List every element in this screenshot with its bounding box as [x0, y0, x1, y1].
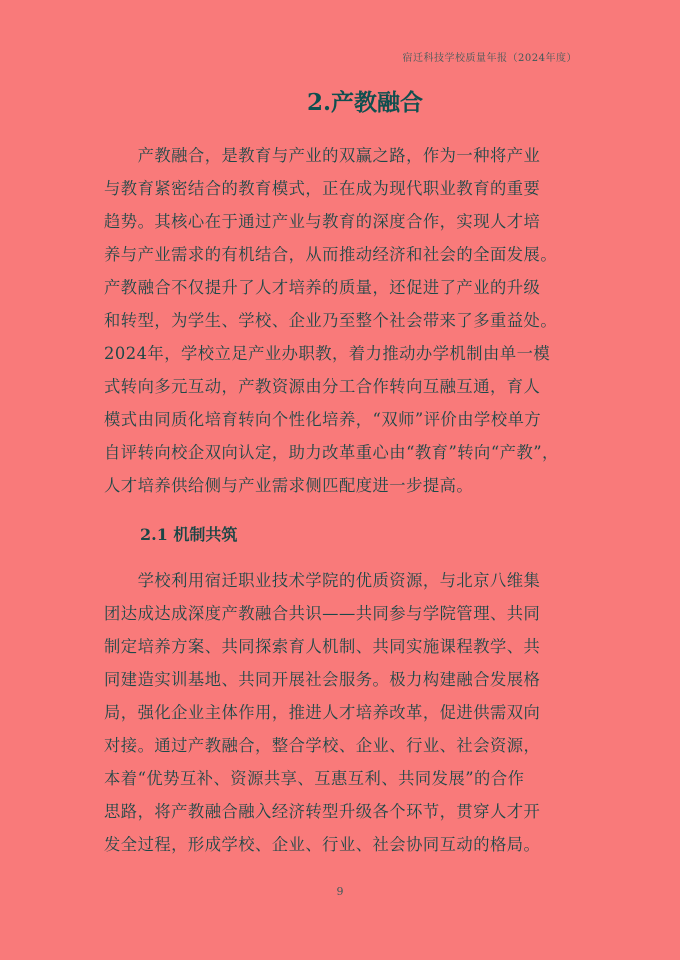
paragraph-line: 模式由同质化培育转向个性化培养，“双师”评价由学校单方	[104, 410, 542, 429]
paragraph-line: 对接。通过产教融合，整合学校、企业、行业、社会资源，	[104, 736, 541, 755]
section-title: 2.产教融合	[306, 89, 423, 116]
paragraph-line: 学校利用宿迁职业技术学院的优质资源，与北京八维集	[104, 571, 541, 590]
paragraph-line: 式转向多元互动，产教资源由分工合作转向互融互通，育人	[104, 377, 541, 396]
page-number: 9	[336, 885, 344, 898]
paragraph-line: 人才培养供给侧与产业需求侧匹配度进一步提高。	[104, 476, 474, 495]
running-header: 宿迁科技学校质量年报（2024年度）	[402, 53, 577, 64]
paragraph-line: 本着“优势互补、资源共享、互惠互利、共同发展”的合作	[104, 769, 525, 788]
paragraph-line: 产教融合不仅提升了人才培养的质量，还促进了产业的升级	[104, 278, 541, 297]
paragraph-line: 2024年，学校立足产业办职教，着力推动办学机制由单一模	[104, 344, 551, 363]
paragraph-line: 发全过程，形成学校、企业、行业、社会协同互动的格局。	[104, 835, 541, 854]
paragraph-line: 产教融合，是教育与产业的双赢之路，作为一种将产业	[104, 146, 541, 165]
paragraph-line: 养与产业需求的有机结合，从而推动经济和社会的全面发展。	[104, 245, 558, 264]
paragraph-line: 思路，将产教融合融入经济转型升级各个环节，贯穿人才开	[104, 802, 541, 821]
subsection-title: 2.1 机制共筑	[140, 525, 238, 544]
paragraph-line: 趋势。其核心在于通过产业与教育的深度合作，实现人才培	[104, 212, 541, 231]
paragraph-line: 团达成达成深度产教融合共识——共同参与学院管理、共同	[104, 604, 541, 623]
paragraph-line: 和转型，为学生、学校、企业乃至整个社会带来了多重益处。	[104, 311, 558, 330]
paragraph-line: 自评转向校企双向认定，助力改革重心由“教育”转向“产教”，	[104, 443, 559, 462]
paragraph-line: 制定培养方案、共同探索育人机制、共同实施课程教学、共	[104, 637, 541, 656]
paragraph-line: 与教育紧密结合的教育模式，正在成为现代职业教育的重要	[104, 179, 541, 198]
paragraph-line: 同建造实训基地、共同开展社会服务。极力构建融合发展格	[104, 670, 541, 689]
paragraph-line: 局，强化企业主体作用，推进人才培养改革，促进供需双向	[104, 703, 541, 722]
